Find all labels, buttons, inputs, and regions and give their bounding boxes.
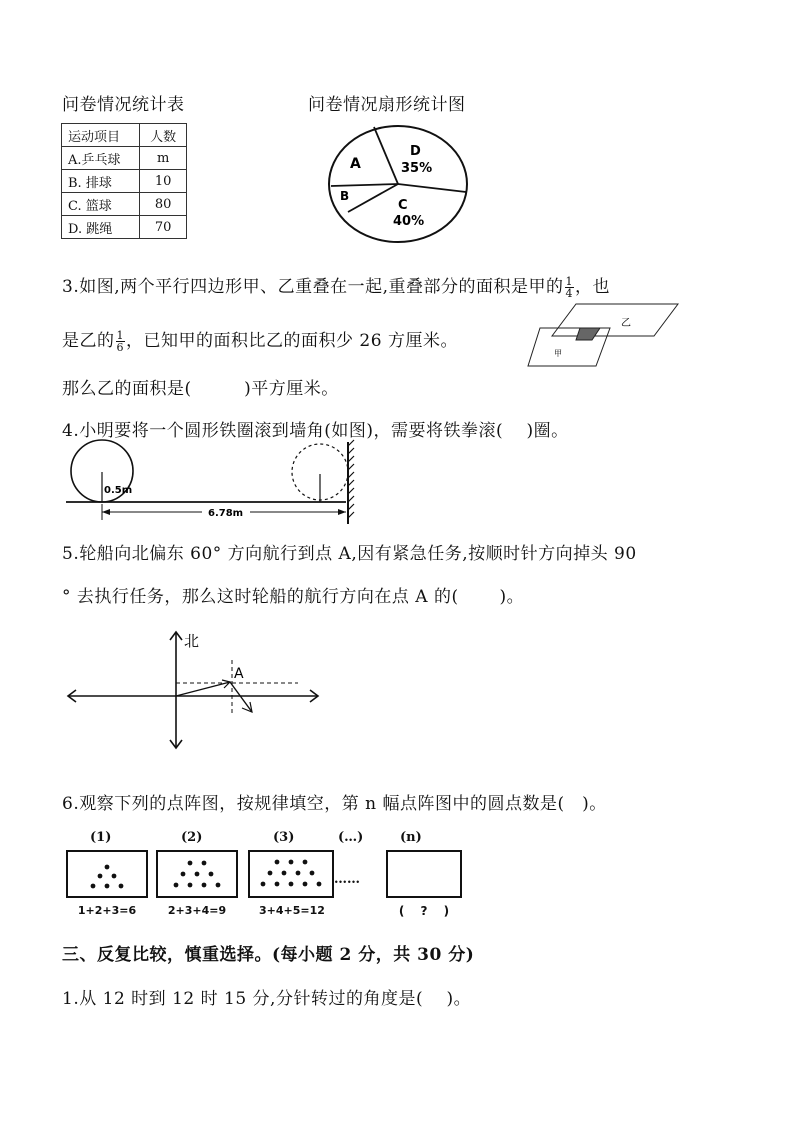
table-cell: 10 [140, 170, 187, 193]
table-header-row [62, 124, 187, 147]
table-header-cell: 人数 [140, 124, 187, 147]
dots-panel-1 [91, 865, 124, 889]
q3-text: 是乙的 [62, 331, 115, 351]
q3-1-text: 1.从 12 时到 12 时 15 分,分针转过的角度是( )。 [62, 989, 472, 1009]
pie-percent-d: 35% [401, 161, 433, 176]
parallelogram-jia [528, 328, 610, 366]
panel-tag: (2) [181, 830, 203, 845]
table-row [62, 170, 187, 193]
q3-line1 [62, 272, 610, 299]
q3-line2 [62, 326, 458, 353]
panel-tag: (3) [273, 830, 295, 845]
pie-label-c: C [398, 198, 408, 213]
direction-figure [66, 628, 326, 752]
table-cell: 80 [140, 193, 187, 216]
table-cell: B. 排球 [62, 170, 140, 193]
table-title: 问卷情况统计表 [62, 95, 185, 115]
q6-text: 6.观察下列的点阵图，按规律填空，第 n 幅点阵图中的圆点数是( )。 [62, 794, 607, 814]
q4-text: 4.小明要将一个圆形铁圈滚到墙角(如图)，需要将铁拳滚( )圈。 [62, 421, 569, 441]
table-header-cell: 运动项目 [62, 124, 140, 147]
rolling-ring-figure [62, 438, 362, 526]
arrow-right [338, 509, 346, 515]
q3-text: 3.如图,两个平行四边形甲、乙重叠在一起,重叠部分的面积是甲的 [62, 277, 564, 297]
new-course-line [230, 682, 252, 712]
pie-divider [374, 127, 398, 184]
pie-divider [348, 184, 398, 212]
pie-divider [331, 184, 398, 186]
pie-label-d: D [410, 144, 421, 159]
panel-tag: (1) [90, 830, 112, 845]
table-row [62, 147, 187, 170]
table-cell: 70 [140, 216, 187, 239]
course-line [176, 682, 230, 696]
radius-label: 0.5m [104, 485, 133, 496]
pie-divider [398, 184, 466, 192]
dot-panels [66, 850, 466, 900]
panel-caption: 3+4+5=12 [259, 904, 325, 917]
point-a-label: A [234, 666, 244, 682]
ellipsis: …… [334, 872, 360, 887]
panel-tag: (…) [338, 830, 364, 845]
dots-panel-3 [261, 860, 322, 887]
north-label: 北 [184, 632, 200, 650]
table-cell: A.乒乓球 [62, 147, 140, 170]
panel-caption: ( ? ) [398, 904, 450, 918]
parallelogram-figure [526, 302, 682, 372]
panel-frame-3 [249, 851, 333, 897]
chart-title: 问卷情况扇形统计图 [308, 95, 466, 115]
table-row [62, 216, 187, 239]
pie-label-b: B [340, 189, 350, 203]
q5-line2: ° 去执行任务，那么这时轮船的航行方向在点 A 的( )。 [62, 587, 525, 607]
label-jia: 甲 [554, 349, 562, 358]
q3-text: ，已知甲的面积比乙的面积少 26 方厘米。 [126, 331, 458, 351]
parallelogram-yi [552, 304, 678, 336]
survey-table [61, 123, 187, 239]
dot-pattern-figure [66, 826, 486, 920]
q3-text: ，也 [575, 277, 611, 297]
q5-line1: 5.轮船向北偏东 60° 方向航行到点 A,因有紧急任务,按顺时针方向掉头 90 [62, 544, 637, 564]
table-cell: m [140, 147, 187, 170]
q3-line3: 那么乙的面积是( )平方厘米。 [62, 379, 339, 399]
label-yi: 乙 [621, 318, 631, 329]
table-cell: C. 篮球 [62, 193, 140, 216]
section-heading: 三、反复比较，慎重选择。(每小题 2 分，共 30 分) [62, 945, 475, 965]
overlap-region [576, 328, 600, 340]
panel-frame-1 [67, 851, 147, 897]
panel-tag: (n) [400, 830, 422, 845]
pie-percent-c: 40% [393, 214, 425, 229]
fraction-one-quarter: $\frac{1}{4}$ [565, 275, 574, 300]
panel-frame-n [387, 851, 461, 897]
pie-label-a: A [350, 156, 361, 172]
table-row [62, 193, 187, 216]
dots-panel-2 [174, 861, 221, 888]
distance-label: 6.78m [208, 508, 244, 519]
panel-caption: 2+3+4=9 [167, 904, 227, 917]
pie-chart [326, 122, 470, 246]
table-cell: D. 跳绳 [62, 216, 140, 239]
panel-caption: 1+2+3=6 [77, 904, 137, 917]
arrow-left [102, 509, 110, 515]
fraction-one-sixth: $\frac{1}{6}$ [116, 329, 124, 354]
